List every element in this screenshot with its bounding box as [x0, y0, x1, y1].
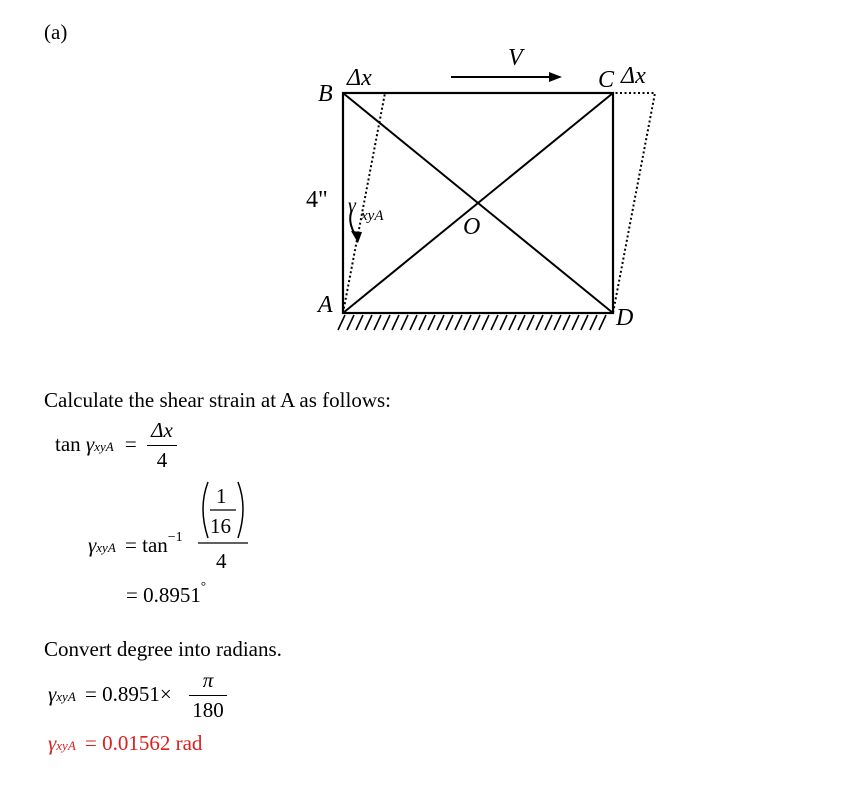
- hatch-mark: [401, 315, 408, 330]
- hatch-mark: [527, 315, 534, 330]
- hatch-mark: [491, 315, 498, 330]
- eq1-num: Δx: [151, 418, 173, 442]
- eq2-inner-den: 16: [210, 514, 231, 538]
- hatch-mark: [455, 315, 462, 330]
- eq1-equals: =: [124, 432, 137, 456]
- hatch-mark: [536, 315, 543, 330]
- eq1-den: 4: [156, 448, 168, 472]
- eq4-rhs: = 0.8951×: [85, 682, 172, 706]
- hatch-mark: [410, 315, 417, 330]
- shear-diagram: [0, 0, 856, 360]
- eq2-sub: xyA: [96, 540, 116, 555]
- hatch-mark: [428, 315, 435, 330]
- eq4-bar: [189, 695, 227, 696]
- hatch-mark: [374, 315, 381, 330]
- hatch-mark: [509, 315, 516, 330]
- final-answer: [48, 733, 202, 754]
- label-A: A: [318, 292, 333, 318]
- hatch-mark: [482, 315, 489, 330]
- hatch-mark: [518, 315, 525, 330]
- fixed-support-hatching: [338, 313, 613, 330]
- label-C: C: [598, 67, 615, 93]
- eq3-result: [126, 578, 207, 607]
- hatch-mark: [500, 315, 507, 330]
- label-V: V: [508, 45, 523, 71]
- label-height: 4": [306, 187, 328, 213]
- hatch-mark: [338, 315, 345, 330]
- label-D: D: [616, 305, 634, 331]
- force-arrowhead: [549, 72, 562, 82]
- eq4-sub: xyA: [56, 689, 76, 704]
- part-label: (a): [44, 20, 68, 44]
- hatch-mark: [383, 315, 390, 330]
- eq2-lhs: [88, 530, 183, 557]
- hatch-mark: [563, 315, 570, 330]
- eq3-degree: °: [200, 578, 207, 593]
- eq3-value: = 0.8951: [126, 583, 201, 607]
- hatch-mark: [365, 315, 372, 330]
- eq2-func: = tan: [125, 533, 168, 557]
- eq2-inner-num: 1: [216, 484, 227, 508]
- eq1-bar: [147, 445, 177, 446]
- eq1-var: γ: [85, 432, 95, 456]
- step1-intro: Calculate the shear strain at A as follows:: [44, 388, 391, 412]
- hatch-mark: [473, 315, 480, 330]
- eq5-sub: xyA: [56, 738, 76, 753]
- eq5-rhs: = 0.01562 rad: [85, 731, 203, 755]
- eq1-lhs: [55, 434, 137, 455]
- eq4-lhs: [48, 684, 172, 705]
- eq2-var: γ: [88, 533, 97, 557]
- hatch-mark: [464, 315, 471, 330]
- label-gamma: γ: [348, 195, 356, 217]
- hatch-mark: [446, 315, 453, 330]
- eq4-num: π: [202, 668, 214, 692]
- hatch-mark: [554, 315, 561, 330]
- eq1-func: tan: [55, 432, 81, 456]
- hatch-mark: [590, 315, 597, 330]
- hatch-mark: [572, 315, 579, 330]
- eq2-sup: −1: [167, 530, 183, 545]
- hatch-mark: [599, 315, 606, 330]
- eq1-sub: xyA: [94, 439, 114, 454]
- hatch-mark: [437, 315, 444, 330]
- label-O: O: [463, 214, 481, 240]
- eq4-fraction: [189, 670, 227, 721]
- label-dx-right: Δx: [621, 63, 646, 89]
- eq1-fraction: [147, 420, 177, 471]
- eq5-var: γ: [48, 731, 57, 755]
- deformed-outline: [343, 93, 655, 313]
- hatch-mark: [356, 315, 363, 330]
- hatch-mark: [392, 315, 399, 330]
- hatch-mark: [581, 315, 588, 330]
- eq4-var: γ: [48, 682, 57, 706]
- eq4-den: 180: [192, 698, 224, 722]
- label-dx-left: Δx: [347, 65, 372, 91]
- hatch-mark: [419, 315, 426, 330]
- hatch-mark: [347, 315, 354, 330]
- hatch-mark: [545, 315, 552, 330]
- label-gamma-sub: xyA: [361, 208, 384, 224]
- eq2-den: 4: [216, 549, 227, 573]
- label-B: B: [318, 81, 333, 107]
- step2-intro: Convert degree into radians.: [44, 637, 282, 661]
